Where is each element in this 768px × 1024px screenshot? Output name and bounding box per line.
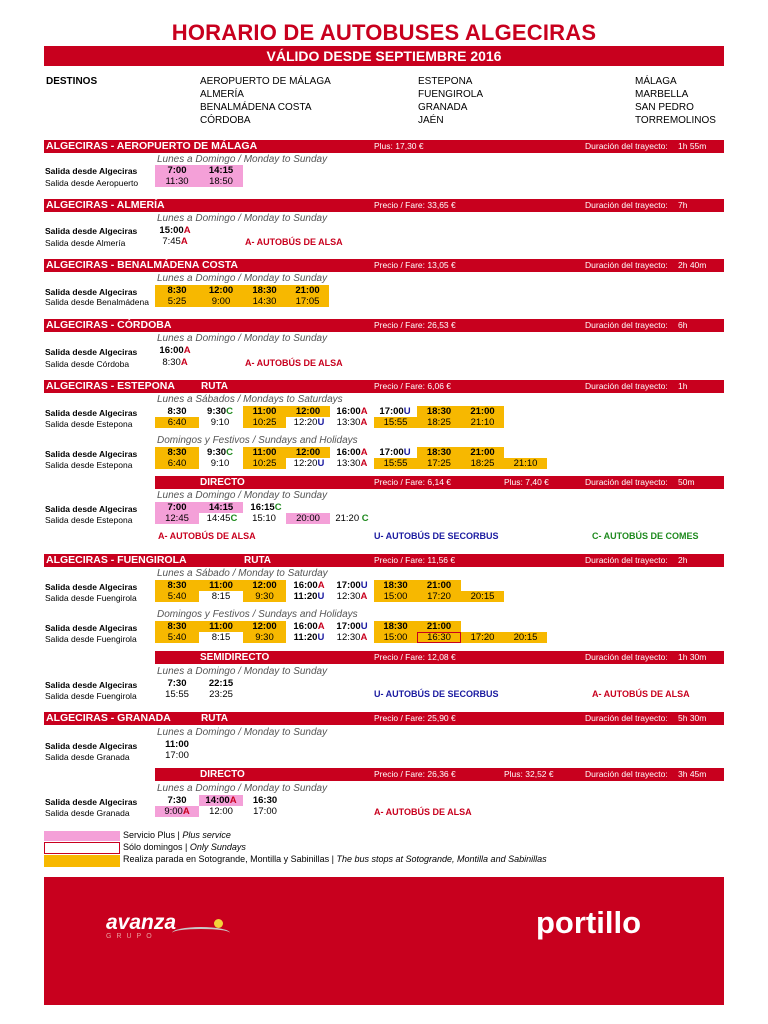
route-price: Precio / Fare: 25,90 € [374,713,456,723]
route-days: Lunes a Sábado / Monday to Saturday [157,568,328,579]
time-cell: 16:00A [293,621,325,632]
time-cell: 8:15 [211,591,231,602]
route-type: RUTA [201,381,229,392]
time-cell: 15:55 [165,689,189,700]
destination-item: MARBELLA [635,89,689,100]
time-cell: 15:10 [252,513,276,524]
in-label: Salida desde Estepona [45,515,133,525]
destination-item: AEROPUERTO DE MÁLAGA [200,76,331,87]
time-cell: 15:55 [374,417,417,428]
legend-swatch-sundays [44,842,120,854]
out-label: Salida desde Algeciras [45,226,138,236]
time-cell: 21:10 [461,417,504,428]
time-cell: 18:25 [461,458,504,469]
destination-item: JAÉN [418,115,444,126]
route-days: Domingos y Festivos / Sundays and Holidays [157,609,358,620]
time-cell: 6:40 [155,417,199,428]
time-cell: 6:40 [155,458,199,469]
route-days: Lunes a Domingo / Monday to Sunday [157,666,328,677]
time-cell: 17:00U [336,621,368,632]
time-cell: 11:20U [293,632,325,643]
time-cell: 12:00 [199,285,243,296]
time-cell: 18:50 [199,176,243,187]
time-cell: 7:30 [167,678,187,689]
legend-swatch-plus [44,831,120,841]
route-duration: 1h 30m [678,652,707,662]
destinations-label: DESTINOS [46,76,98,87]
time-cell: 14:00A [199,795,243,806]
destination-item: CÓRDOBA [200,115,251,126]
time-cell: 9:10 [210,458,230,469]
route-duration: 7h [678,200,688,210]
time-cell: 20:15 [504,632,547,643]
route-days: Domingos y Festivos / Sundays and Holidays [157,435,358,446]
time-cell: 11:00 [199,580,243,591]
time-cell: 16:00A [293,580,325,591]
time-cell: 18:30 [374,621,417,632]
in-label: Salida desde Fuengirola [45,691,137,701]
route-duration: 5h 30m [678,713,707,723]
avanza-logo: avanza [106,911,177,934]
route-subheader-fuengirola-semidirecto [155,651,724,664]
out-label: Salida desde Algeciras [45,166,138,176]
route-duration: 2h 40m [678,260,707,270]
portillo-logo: portillo [536,905,642,940]
route-name: ALGECIRAS - ALMERÍA [46,199,165,211]
footer-banner [44,877,724,1005]
in-label: Salida desde Fuengirola [45,634,137,644]
destinations-col-2 [418,75,483,127]
time-cell: 21:00 [286,285,329,296]
route-plus-price: Plus: 7,40 € [504,477,549,487]
time-cell: 11:00 [243,406,286,417]
time-cell: 5:40 [155,632,199,643]
time-cell: 17:20 [417,591,461,602]
time-cell: 16:30 [252,795,278,806]
time-cell: 14:30 [243,296,286,307]
route-duration: 3h 45m [678,769,707,779]
out-label: Salida desde Algeciras [45,797,138,807]
time-cell: 12:30A [336,632,368,643]
time-cell: 9:00 [199,296,243,307]
avanza-logo-dot-icon [214,919,223,928]
legend-swatch-stops [44,855,120,867]
time-cell: 5:40 [155,591,199,602]
time-cell: 12:00 [243,621,286,632]
route-price: Precio / Fare: 6,06 € [374,381,452,391]
out-label: Salida desde Algeciras [45,741,138,751]
route-duration-label: Duración del trayecto: [585,200,668,210]
time-cell: 8:30A [162,357,188,368]
route-duration-label: Duración del trayecto: [585,652,668,662]
route-duration-label: Duración del trayecto: [585,381,668,391]
in-label: Salida desde Estepona [45,419,133,429]
route-name: ALGECIRAS - BENALMÁDENA COSTA [46,259,238,271]
route-header-almeria [44,199,724,212]
operator-note: U- AUTOBÚS DE SECORBUS [374,531,499,541]
destination-item: GRANADA [418,102,468,113]
out-label: Salida desde Algeciras [45,347,138,357]
time-cell: 9:30C [207,447,233,458]
time-cell: 7:30 [167,795,187,806]
route-duration-label: Duración del trayecto: [585,141,668,151]
time-cell: 12:00 [209,806,233,817]
in-label: Salida desde Benalmádena [45,297,149,307]
time-cell: 9:00A [155,806,199,817]
route-days: Lunes a Domingo / Monday to Sunday [157,783,328,794]
out-label: Salida desde Algeciras [45,449,138,459]
time-cell: 17:00 [165,750,189,761]
route-plus-price: Plus: 32,52 € [504,769,554,779]
route-price: Precio / Fare: 26,36 € [374,769,456,779]
route-duration-label: Duración del trayecto: [585,713,668,723]
route-price: Precio / Fare: 12,08 € [374,652,456,662]
time-cell: 16:00A [336,447,368,458]
route-duration-label: Duración del trayecto: [585,477,668,487]
operator-note: C- AUTOBÚS DE COMES [592,531,699,541]
time-cell: 18:30 [417,447,461,458]
time-cell: 21:20 C [335,513,369,524]
route-name: ALGECIRAS - AEROPUERTO DE MÁLAGA [46,140,258,152]
out-label: Salida desde Algeciras [45,504,138,514]
avanza-swoosh-icon [172,927,230,939]
page-subtitle: VÁLIDO DESDE SEPTIEMBRE 2016 [44,46,724,66]
time-cell: 9:30 [243,632,286,643]
route-price: Precio / Fare: 13,05 € [374,260,456,270]
route-header-fuengirola [44,554,724,567]
in-label: Salida desde Almería [45,238,126,248]
route-price: Precio / Fare: 33,65 € [374,200,456,210]
route-duration: 1h 55m [678,141,707,151]
route-duration-label: Duración del trayecto: [585,555,668,565]
destination-item: BENALMÁDENA COSTA [200,102,312,113]
route-header-granada [44,712,724,725]
route-days: Lunes a Sábados / Mondays to Saturdays [157,394,343,405]
time-cell: 17:25 [417,458,461,469]
time-cell: 15:55 [374,458,417,469]
operator-note: A- AUTOBÚS DE ALSA [158,531,256,541]
destination-item: FUENGIROLA [418,89,484,100]
time-cell: 11:20U [293,591,325,602]
time-cell: 17:00U [336,580,368,591]
time-cell: 8:30 [155,447,199,458]
out-label: Salida desde Algeciras [45,287,138,297]
time-cell: 17:20 [461,632,504,643]
route-subheader-granada-directo [155,768,724,781]
time-cell: 7:00 [155,165,199,176]
time-cell: 8:30 [155,580,199,591]
time-cell: 8:30 [167,406,187,417]
destinations-col-3 [635,75,716,127]
time-cell: 23:25 [209,689,233,700]
time-cell: 12:30A [336,591,368,602]
destinations-col-1 [200,75,331,127]
time-cell: 14:15 [199,502,243,513]
time-cell: 20:15 [461,591,504,602]
in-label: Salida desde Granada [45,808,130,818]
route-days: Lunes a Domingo / Monday to Sunday [157,490,328,501]
time-cell: 12:00 [243,580,286,591]
operator-note: A- AUTOBÚS DE ALSA [245,358,343,368]
route-header-estepona [44,380,724,393]
time-cell: 18:30 [243,285,286,296]
route-price: Precio / Fare: 6,14 € [374,477,452,487]
time-cell: 9:30 [243,591,286,602]
route-duration: 1h [678,381,688,391]
time-cell: 17:05 [286,296,329,307]
time-cell: 12:45 [155,513,199,524]
route-days: Lunes a Domingo / Monday to Sunday [157,727,328,738]
time-cell: 11:00 [199,621,243,632]
time-cell: 15:00 [374,591,417,602]
route-duration: 50m [678,477,695,487]
time-cell: 7:45A [162,236,188,247]
destination-item: MÁLAGA [635,76,677,87]
route-days: Lunes a Domingo / Monday to Sunday [157,154,328,165]
time-cell: 9:30C [207,406,233,417]
legend-sundays: Sólo domingos | Only Sundays [123,842,246,852]
route-type: DIRECTO [200,769,245,780]
route-duration: 2h [678,555,688,565]
destination-item: ESTEPONA [418,76,473,87]
out-label: Salida desde Algeciras [45,623,138,633]
time-cell: 17:00U [379,406,411,417]
time-cell: 11:30 [155,176,199,187]
route-header-aeropuerto [44,140,724,153]
time-cell: 21:00 [417,621,461,632]
time-cell: 16:30 [417,632,461,643]
time-cell: 16:00A [159,345,191,356]
route-price: Precio / Fare: 11,56 € [374,555,456,565]
time-cell: 18:25 [417,417,461,428]
destination-item: SAN PEDRO [635,102,694,113]
time-cell: 7:00 [155,502,199,513]
route-duration-label: Duración del trayecto: [585,260,668,270]
time-cell: 8:30 [155,285,199,296]
operator-note: A- AUTOBÚS DE ALSA [374,807,472,817]
time-cell: 11:00 [243,447,286,458]
avanza-logo-subtitle: GRUPO [106,933,157,940]
time-cell: 16:00A [336,406,368,417]
time-cell: 14:45C [206,513,238,524]
time-cell: 10:25 [243,417,286,428]
in-label: Salida desde Estepona [45,460,133,470]
time-cell: 17:00 [253,806,277,817]
page-title: HORARIO DE AUTOBUSES ALGECIRAS [171,20,597,45]
in-label: Salida desde Granada [45,752,130,762]
time-cell: 12:00 [286,447,330,458]
time-cell: 8:30 [155,621,199,632]
route-name: ALGECIRAS - FUENGIROLA [46,554,187,566]
time-cell: 12:00 [286,406,330,417]
time-cell: 18:30 [374,580,417,591]
route-header-cordoba [44,319,724,332]
time-cell: 15:00 [374,632,417,643]
route-duration-label: Duración del trayecto: [585,320,668,330]
route-header-benalmadena [44,259,724,272]
legend-plus: Servicio Plus | Plus service [123,830,231,840]
operator-note: A- AUTOBÚS DE ALSA [245,237,343,247]
legend-stops: Realiza parada en Sotogrande, Montilla y Sabinillas | The bus stops at Sotogrande, Montilla and Sabinillas [123,854,547,864]
time-cell: 21:00 [461,406,504,417]
route-days: Lunes a Domingo / Monday to Sunday [157,273,328,284]
time-cell: 21:00 [461,447,504,458]
time-cell: 12:20U [293,417,325,428]
time-cell: 17:00U [379,447,411,458]
out-label: Salida desde Algeciras [45,680,138,690]
route-price: Precio / Fare: 26,53 € [374,320,456,330]
in-label: Salida desde Córdoba [45,359,130,369]
route-days: Lunes a Domingo / Monday to Sunday [157,213,328,224]
route-price: Plus: 17,30 € [374,141,424,151]
time-cell: 9:10 [210,417,230,428]
time-cell: 16:15C [250,502,282,513]
time-cell: 12:20U [293,458,325,469]
time-cell: 5:25 [155,296,199,307]
destination-item: ALMERÍA [200,89,244,100]
route-type: SEMIDIRECTO [200,652,270,663]
time-cell: 18:30 [417,406,461,417]
time-cell: 10:25 [243,458,286,469]
time-cell: 13:30A [336,458,368,469]
route-name: ALGECIRAS - GRANADA [46,712,171,724]
time-cell: 22:15 [208,678,234,689]
time-cell: 13:30A [336,417,368,428]
out-label: Salida desde Algeciras [45,582,138,592]
route-duration-label: Duración del trayecto: [585,769,668,779]
time-cell: 8:15 [211,632,231,643]
route-name: ALGECIRAS - CÓRDOBA [46,319,172,331]
time-cell: 21:10 [504,458,547,469]
route-type: RUTA [244,555,272,566]
route-days: Lunes a Domingo / Monday to Sunday [157,333,328,344]
route-type: RUTA [201,713,229,724]
time-cell: 14:15 [199,165,243,176]
route-duration: 6h [678,320,688,330]
time-cell: 21:00 [417,580,461,591]
time-cell: 20:00 [286,513,330,524]
route-type: DIRECTO [200,477,245,488]
time-cell: 15:00A [159,225,191,236]
route-name: ALGECIRAS - ESTEPONA [46,380,175,392]
operator-note: U- AUTOBÚS DE SECORBUS [374,689,499,699]
out-label: Salida desde Algeciras [45,408,138,418]
in-label: Salida desde Aeropuerto [45,178,139,188]
route-subheader-estepona-directo [155,476,724,489]
time-cell: 11:00 [165,739,189,750]
in-label: Salida desde Fuengirola [45,593,137,603]
destination-item: TORREMOLINOS [635,115,716,126]
operator-note: A- AUTOBÚS DE ALSA [592,689,690,699]
